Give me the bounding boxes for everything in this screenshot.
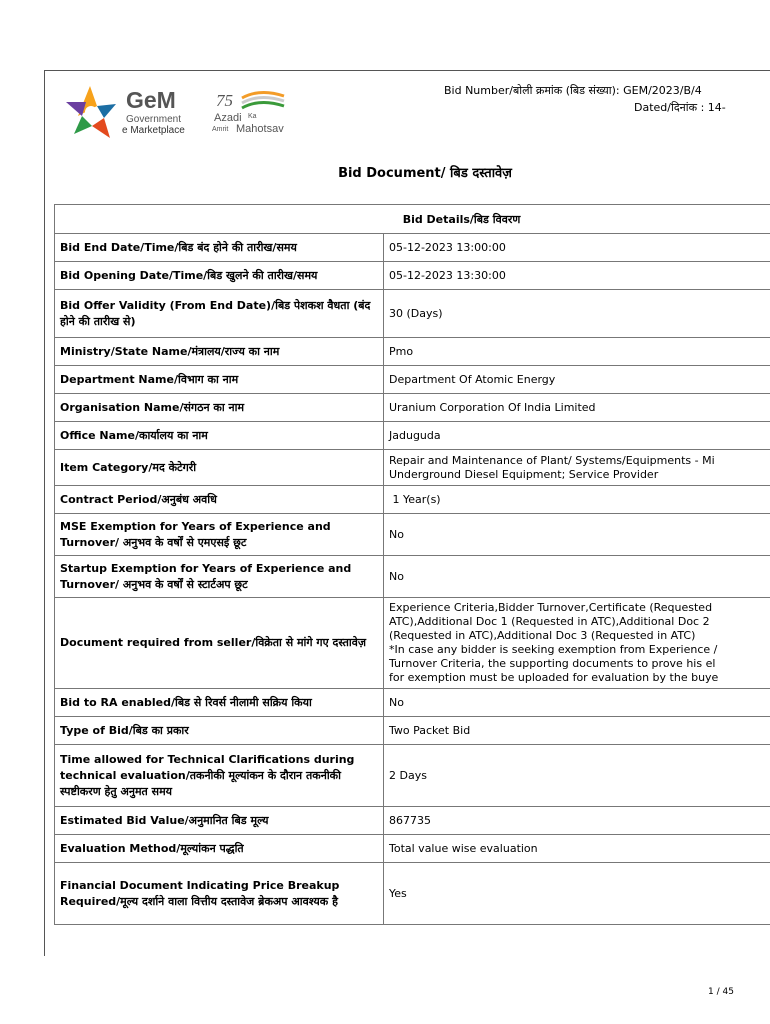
row-label: Time allowed for Technical Clarifications during technical evaluation/तकनीकी मूल्यांकन के दौरान तकनीकी स्पष्टीकरण हेतु अनुमत समय bbox=[55, 745, 384, 807]
row-value: Total value wise evaluation bbox=[384, 835, 770, 863]
table-row bbox=[55, 338, 770, 366]
table-row bbox=[55, 262, 770, 290]
table-row bbox=[55, 717, 770, 745]
row-label: Bid Offer Validity (From End Date)/बिड पेशकश वैधता (बंद होने की तारीख से) bbox=[55, 290, 384, 338]
azadi-ka-amrit-mahotsav-logo bbox=[212, 90, 322, 136]
bid-number-label: Bid Number/बोली क्रमांक (बिड संख्या): bbox=[444, 84, 620, 97]
table-row bbox=[55, 689, 770, 717]
table-heading-row bbox=[55, 205, 770, 234]
row-value: Yes bbox=[384, 863, 770, 925]
table-row bbox=[55, 863, 770, 925]
bid-details-table bbox=[54, 204, 770, 925]
table-row bbox=[55, 366, 770, 394]
gem-logo-line2: e Marketplace bbox=[122, 125, 185, 136]
table-row bbox=[55, 450, 770, 486]
table-heading: Bid Details/बिड विवरण bbox=[55, 205, 770, 234]
row-label: MSE Exemption for Years of Experience and Turnover/ अनुभव के वर्षों से एमएसई छूट bbox=[55, 514, 384, 556]
table-row bbox=[55, 422, 770, 450]
table-row bbox=[55, 514, 770, 556]
row-label: Bid to RA enabled/बिड से रिवर्स नीलामी सक्रिय किया bbox=[55, 689, 384, 717]
row-value: Two Packet Bid bbox=[384, 717, 770, 745]
row-label: Ministry/State Name/मंत्रालय/राज्य का नाम bbox=[55, 338, 384, 366]
row-value: 1 Year(s) bbox=[384, 486, 770, 514]
dated-label: Dated/दिनांक : bbox=[634, 101, 705, 114]
ka-word: Ka bbox=[248, 113, 257, 120]
row-label: Bid End Date/Time/बिड बंद होने की तारीख/समय bbox=[55, 234, 384, 262]
row-value: 867735 bbox=[384, 807, 770, 835]
row-label: Startup Exemption for Years of Experience and Turnover/ अनुभव के वर्षों से स्टार्टअप छूट bbox=[55, 556, 384, 598]
row-value: 30 (Days) bbox=[384, 290, 770, 338]
document-title: Bid Document/ बिड दस्तावेज़ bbox=[338, 166, 512, 181]
azadi-75-text: 75 bbox=[216, 91, 233, 110]
row-label: Item Category/मद केटेगरी bbox=[55, 450, 384, 486]
row-label: Bid Opening Date/Time/बिड खुलने की तारीख/समय bbox=[55, 262, 384, 290]
row-value: Jaduguda bbox=[384, 422, 770, 450]
bid-number-line bbox=[444, 82, 726, 99]
row-value: 05-12-2023 13:30:00 bbox=[384, 262, 770, 290]
bid-header bbox=[444, 82, 726, 116]
row-value: 05-12-2023 13:00:00 bbox=[384, 234, 770, 262]
page-number: 1 / 45 bbox=[708, 987, 734, 997]
mahotsav-word: Mahotsav bbox=[236, 123, 284, 135]
row-value: No bbox=[384, 689, 770, 717]
row-value: 2 Days bbox=[384, 745, 770, 807]
table-row bbox=[55, 394, 770, 422]
row-label: Department Name/विभाग का नाम bbox=[55, 366, 384, 394]
bid-number-value: GEM/2023/B/4 bbox=[623, 84, 702, 97]
row-label: Evaluation Method/मूल्यांकन पद्धति bbox=[55, 835, 384, 863]
gem-logo-text: GeM bbox=[126, 87, 176, 113]
dated-value: 14- bbox=[707, 101, 726, 114]
amrit-word: Amrit bbox=[212, 126, 229, 133]
table-row bbox=[55, 835, 770, 863]
table-row bbox=[55, 556, 770, 598]
row-value: Experience Criteria,Bidder Turnover,Certificate (Requested ATC),Additional Doc 1 (Requested in ATC),Additional Doc 2 (Requested in ATC),Additional Doc 3 (Requested in ATC) *In case any bidder is seeking exemption from Experience / Turnover Criteria, the supporting documents to prove his el for exemption must be uploaded for evaluation by the buye bbox=[384, 598, 770, 689]
gem-star-icon bbox=[66, 86, 116, 138]
gem-logo bbox=[64, 80, 204, 142]
table-row bbox=[55, 290, 770, 338]
table-row bbox=[55, 486, 770, 514]
row-label: Organisation Name/संगठन का नाम bbox=[55, 394, 384, 422]
row-value: No bbox=[384, 556, 770, 598]
dated-line bbox=[444, 99, 726, 116]
table-row bbox=[55, 745, 770, 807]
row-label: Financial Document Indicating Price Breakup Required/मूल्य दर्शाने वाला वित्तीय दस्तावेज ब्रेकअप आवश्यक है bbox=[55, 863, 384, 925]
row-value: Uranium Corporation Of India Limited bbox=[384, 394, 770, 422]
table-row bbox=[55, 598, 770, 689]
table-row bbox=[55, 234, 770, 262]
row-value: Pmo bbox=[384, 338, 770, 366]
table-row bbox=[55, 807, 770, 835]
row-label: Office Name/कार्यालय का नाम bbox=[55, 422, 384, 450]
gem-logo-line1: Government bbox=[126, 114, 182, 125]
row-value: Repair and Maintenance of Plant/ Systems/Equipments - Mi Underground Diesel Equipment; Service Provider bbox=[384, 450, 770, 486]
azadi-word: Azadi bbox=[214, 112, 242, 124]
row-value: Department Of Atomic Energy bbox=[384, 366, 770, 394]
row-label: Estimated Bid Value/अनुमानित बिड मूल्य bbox=[55, 807, 384, 835]
row-value: No bbox=[384, 514, 770, 556]
row-label: Document required from seller/विक्रेता से मांगे गए दस्तावेज़ bbox=[55, 598, 384, 689]
row-label: Type of Bid/बिड का प्रकार bbox=[55, 717, 384, 745]
tricolor-wave-icon bbox=[242, 92, 284, 108]
row-label: Contract Period/अनुबंध अवधि bbox=[55, 486, 384, 514]
